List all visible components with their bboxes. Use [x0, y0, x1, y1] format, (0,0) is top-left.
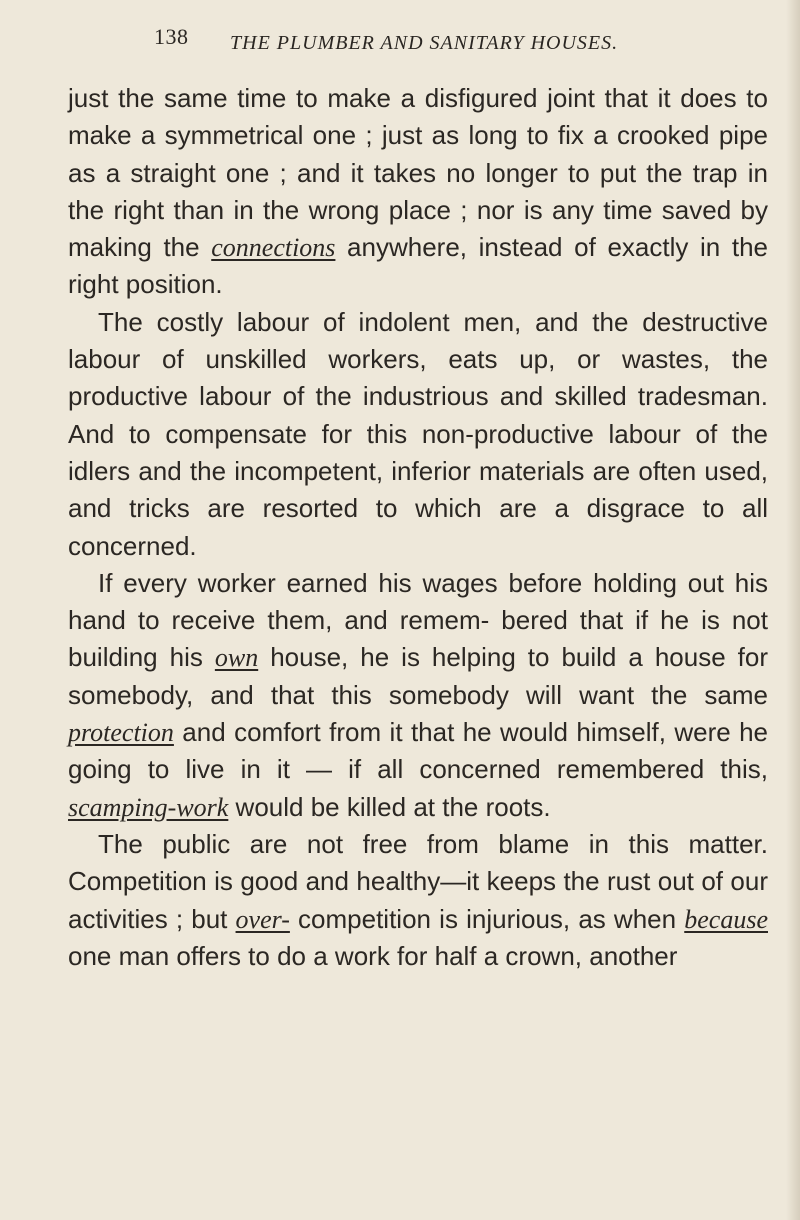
- emphasized-text: connections: [211, 233, 336, 263]
- text-run: anywhere, instead of exactly in the right position.: [68, 232, 769, 300]
- paragraph: [68, 826, 768, 975]
- text-run: one man offers to do a work for half a crown, another: [68, 940, 678, 971]
- paragraph: [68, 80, 768, 304]
- text-run: The public are not free from blame in this matter. Competition is good and healthy—it keeps the rust out of our activities ; but: [68, 828, 768, 934]
- text-run: would be killed at the roots.: [228, 791, 551, 822]
- text-run: just the same time to make a disfigured joint that it does to make a symmetrical one ; just as long to fix a crooked pipe as a straight one ; and it takes no longer to put the trap in the right than in the wrong place ; nor is any time saved by making the: [68, 83, 768, 263]
- emphasized-text: protection: [68, 718, 174, 748]
- paragraph: [68, 304, 768, 565]
- paragraph: [68, 565, 768, 826]
- emphasized-text: own: [214, 643, 259, 673]
- text-run: and comfort from it that he would himself, were he going to live in it — if all concerned remembered this,: [68, 717, 768, 785]
- emphasized-text: over-: [235, 904, 290, 934]
- text-run: house, he is helping to build a house for somebody, and that this somebody will want the same: [68, 642, 769, 710]
- page-number: 138: [154, 24, 189, 49]
- running-head: [154, 24, 774, 60]
- running-title: THE PLUMBER AND SANITARY HOUSES.: [230, 32, 619, 54]
- emphasized-text: scamping-work: [68, 792, 229, 822]
- body-text: [68, 80, 768, 975]
- emphasized-text: because: [684, 904, 768, 934]
- text-run: If every worker earned his wages before holding out his hand to receive them, and remem- bered that if he is not building his: [68, 567, 768, 673]
- text-run: The costly labour of indolent men, and the destructive labour of unskilled workers, eats up, or wastes, the productive labour of the industrious and skilled tradesman. And to compensate for this non-productive labour of the idlers and the incompetent, inferior materials are often used, and tricks are resorted to which are a disgrace to all concerned.: [68, 306, 768, 561]
- text-run: competition is injurious, as when: [289, 903, 685, 934]
